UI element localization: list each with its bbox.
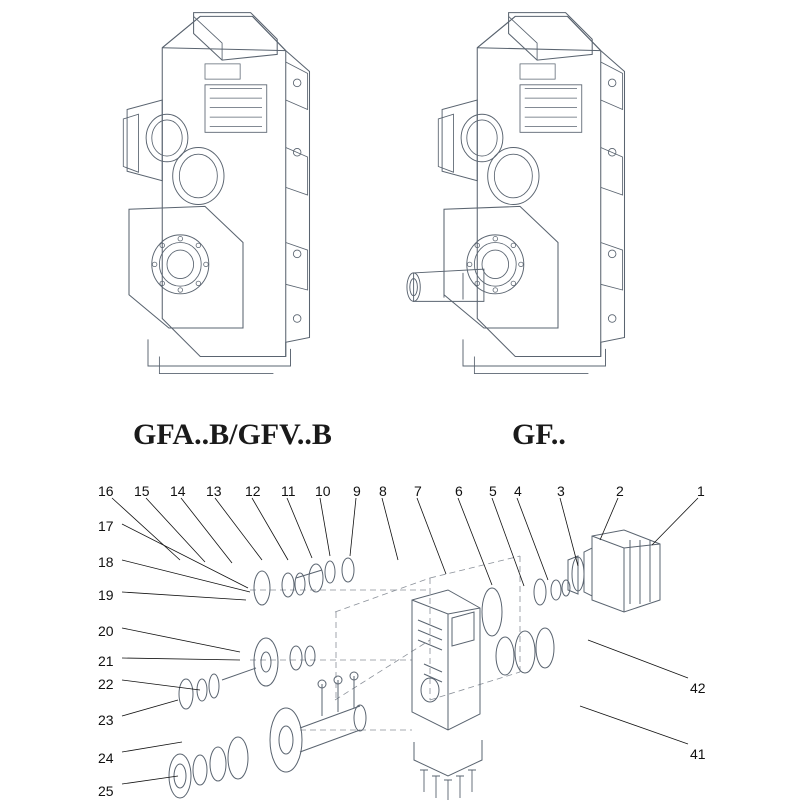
leader-line-24 <box>122 742 182 752</box>
callout-number-16: 16 <box>98 483 114 499</box>
callout-number-14: 14 <box>170 483 186 499</box>
leader-line-12 <box>252 498 288 560</box>
leader-line-23 <box>122 700 178 716</box>
exploded-assembly-view <box>169 530 660 800</box>
callout-number-22: 22 <box>98 676 114 692</box>
callout-number-20: 20 <box>98 623 114 639</box>
callout-number-1: 1 <box>697 483 705 499</box>
callout-number-12: 12 <box>245 483 261 499</box>
callout-number-19: 19 <box>98 587 114 603</box>
gearbox-isometric-gfa-gfv <box>123 13 309 374</box>
callout-number-9: 9 <box>353 483 361 499</box>
leader-line-17 <box>122 524 248 588</box>
callout-number-11: 11 <box>281 483 296 499</box>
leader-line-41 <box>580 706 688 744</box>
leader-line-14 <box>181 498 232 563</box>
leader-line-20 <box>122 628 240 652</box>
callout-number-5: 5 <box>489 483 497 499</box>
callout-number-25: 25 <box>98 783 114 799</box>
callout-number-3: 3 <box>557 483 565 499</box>
caption-gf: GF.. <box>512 418 566 451</box>
callout-number-24: 24 <box>98 750 114 766</box>
caption-gfa-gfv: GFA..B/GFV..B <box>133 418 332 451</box>
leader-line-21 <box>122 658 240 660</box>
leader-line-19 <box>122 592 246 600</box>
leader-line-18 <box>122 560 250 592</box>
leader-line-11 <box>287 498 312 558</box>
leader-line-42 <box>588 640 688 678</box>
callout-leader-lines <box>112 498 698 784</box>
callout-number-8: 8 <box>379 483 387 499</box>
leader-line-3 <box>560 498 578 566</box>
leader-line-9 <box>350 498 356 556</box>
callout-number-10: 10 <box>315 483 331 499</box>
leader-line-1 <box>652 498 698 545</box>
leader-line-5 <box>492 498 524 586</box>
callout-number-41: 41 <box>690 746 706 762</box>
callout-number-15: 15 <box>134 483 150 499</box>
callout-number-4: 4 <box>514 483 522 499</box>
callout-number-13: 13 <box>206 483 222 499</box>
callout-number-18: 18 <box>98 554 114 570</box>
gearbox-isometric-gf <box>407 13 625 374</box>
leader-line-4 <box>517 498 548 580</box>
callout-number-23: 23 <box>98 712 114 728</box>
leader-line-6 <box>458 498 492 585</box>
callout-number-17: 17 <box>98 518 114 534</box>
leader-line-22 <box>122 680 200 690</box>
callout-number-7: 7 <box>414 483 422 499</box>
callout-number-6: 6 <box>455 483 463 499</box>
leader-line-8 <box>382 498 398 560</box>
leader-line-2 <box>600 498 618 540</box>
callout-number-21: 21 <box>98 653 114 669</box>
callout-number-2: 2 <box>616 483 624 499</box>
leader-line-15 <box>146 498 205 562</box>
leader-line-10 <box>320 498 330 556</box>
callout-number-42: 42 <box>690 680 706 696</box>
leader-line-16 <box>112 498 180 560</box>
leader-line-7 <box>417 498 446 574</box>
